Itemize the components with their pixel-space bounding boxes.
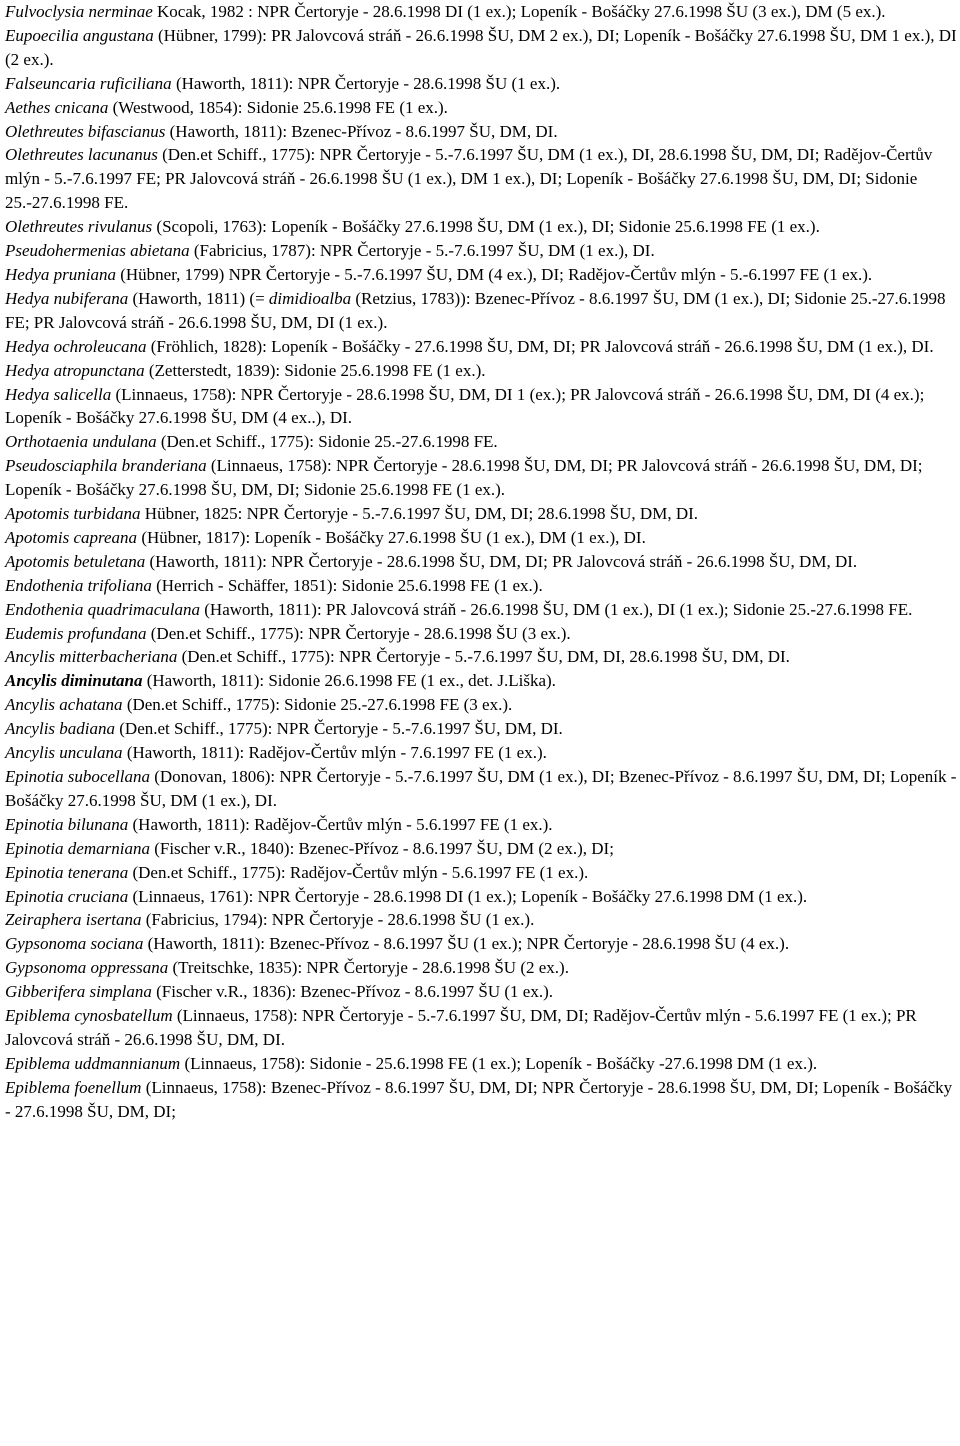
species-record: (Fischer v.R., 1836): Bzenec-Přívoz - 8.6.1997 ŠU (1 ex.). bbox=[151, 982, 554, 1002]
species-record: (Haworth, 1811): Bzenec-Přívoz - 8.6.1997 ŠU (1 ex.); NPR Čertoryje - 28.6.1998 ŠU (4 ex.). bbox=[143, 934, 790, 954]
species-record: (Scopoli, 1763): Lopeník - Bošáčky 27.6.1998 ŠU, DM (1 ex.), DI; Sidonie 25.6.1998 FE (1 ex.). bbox=[152, 217, 820, 237]
species-entry-fulvoclysia-nerminae bbox=[5, 0, 958, 24]
species-record: (Haworth, 1811): Bzenec-Přívoz - 8.6.1997 ŠU, DM, DI. bbox=[165, 121, 558, 141]
species-record: (Linnaeus, 1758): NPR Čertoryje - 28.6.1998 ŠU, DM, DI 1 (ex.); PR Jalovcová stráň - 26.6.1998 ŠU, DM, DI (4 ex.); Lopeník - Bošáčky 27.6.1998 ŠU, DM (4 ex..), DI. bbox=[5, 384, 925, 428]
species-entry-orthotaenia-undulana bbox=[5, 430, 958, 454]
species-entry-eupoecilia-angustana bbox=[5, 24, 958, 72]
species-entry-epiblema-cynosbatellum bbox=[5, 1004, 958, 1052]
species-name: Olethreutes lacunanus bbox=[5, 145, 158, 165]
species-name: Epinotia demarniana bbox=[5, 838, 150, 858]
species-entry-apotomis-betuletana bbox=[5, 550, 958, 574]
species-record: (Den.et Schiff., 1775): NPR Čertoryje - 5.-7.6.1997 ŠU, DM, DI. bbox=[115, 719, 563, 739]
species-entry-gypsonoma-oppressana bbox=[5, 956, 958, 980]
species-entry-epiblema-foenellum bbox=[5, 1076, 958, 1124]
species-record: (Herrich - Schäffer, 1851): Sidonie 25.6.1998 FE (1 ex.). bbox=[151, 575, 543, 595]
species-entry-ancylis-badiana bbox=[5, 717, 958, 741]
species-entry-hedya-nubiferana bbox=[5, 287, 958, 335]
species-name: Ancylis badiana bbox=[5, 719, 116, 739]
species-entry-epinotia-demarniana bbox=[5, 837, 958, 861]
species-entry-olethreutes-rivulanus bbox=[5, 215, 958, 239]
species-record: (Westwood, 1854): Sidonie 25.6.1998 FE (1 ex.). bbox=[108, 97, 448, 117]
species-entry-apotomis-capreana bbox=[5, 526, 958, 550]
species-name: Hedya nubiferana bbox=[5, 288, 129, 308]
species-entry-pseudosciaphila-branderiana bbox=[5, 454, 958, 502]
species-record: Hübner, 1825: NPR Čertoryje - 5.-7.6.1997 ŠU, DM, DI; 28.6.1998 ŠU, DM, DI. bbox=[140, 504, 699, 524]
species-record: (Linnaeus, 1758): NPR Čertoryje - 5.-7.6.1997 ŠU, DM, DI; Radějov-Čertův mlýn - 5.6.1997 FE (1 ex.); PR Jalovcová stráň - 26.6.1998 ŠU, DM, DI. bbox=[5, 1006, 917, 1049]
species-record: (Hübner, 1799): PR Jalovcová stráň - 26.6.1998 ŠU, DM 2 ex.), DI; Lopeník - Bošáčky 27.6.1998 ŠU, DM 1 ex.), DI (2 ex.). bbox=[5, 25, 957, 69]
species-record: (Haworth, 1811): Radějov-Čertův mlýn - 7.6.1997 FE (1 ex.). bbox=[122, 743, 547, 763]
species-record: (Haworth, 1811) (= bbox=[128, 288, 269, 308]
species-entry-apotomis-turbidana bbox=[5, 502, 958, 526]
species-name: Epinotia tenerana bbox=[5, 862, 129, 882]
species-entry-gypsonoma-sociana bbox=[5, 932, 958, 956]
species-name: Hedya atropunctana bbox=[5, 360, 145, 380]
species-name: Ancylis unculana bbox=[5, 743, 123, 763]
species-entry-ancylis-achatana bbox=[5, 693, 958, 717]
species-entry-hedya-ochroleucana bbox=[5, 335, 958, 359]
synonym-name: dimidioalba bbox=[268, 288, 352, 308]
species-name: Zeiraphera isertana bbox=[5, 910, 142, 930]
species-name: Hedya salicella bbox=[5, 384, 112, 404]
species-name: Epiblema cynosbatellum bbox=[5, 1006, 173, 1026]
species-record: (Den.et Schiff., 1775): Sidonie 25.-27.6.1998 FE. bbox=[156, 432, 498, 452]
species-record: (Fabricius, 1794): NPR Čertoryje - 28.6.1998 ŠU (1 ex.). bbox=[141, 910, 535, 930]
species-record: (Retzius, 1783)): Bzenec-Přívoz - 8.6.1997 ŠU, DM (1 ex.), DI; Sidonie 25.-27.6.1998 FE; PR Jalovcová stráň - 26.6.1998 ŠU, DM, DI (1 ex.). bbox=[5, 288, 946, 332]
species-name: Epinotia cruciana bbox=[5, 886, 129, 906]
species-record: (Haworth, 1811): Sidonie 26.6.1998 FE (1 ex., det. J.Liška). bbox=[142, 671, 556, 691]
species-name: Epinotia bilunana bbox=[5, 814, 129, 834]
species-name: Eupoecilia angustana bbox=[5, 25, 154, 45]
species-entry-aethes-cnicana bbox=[5, 96, 958, 120]
species-entry-eudemis-profundana bbox=[5, 622, 958, 646]
species-name: Hedya pruniana bbox=[5, 264, 116, 284]
species-name: Apotomis turbidana bbox=[5, 504, 141, 524]
species-name: Hedya ochroleucana bbox=[5, 336, 147, 356]
species-record: (Haworth, 1811): NPR Čertoryje - 28.6.1998 ŠU (1 ex.). bbox=[171, 73, 561, 93]
species-entry-ancylis-mitterbacheriana bbox=[5, 645, 958, 669]
species-name: Olethreutes rivulanus bbox=[5, 217, 153, 237]
species-record: (Den.et Schiff., 1775): NPR Čertoryje - 28.6.1998 ŠU (3 ex.). bbox=[146, 623, 571, 643]
species-entry-epinotia-subocellana bbox=[5, 765, 958, 813]
species-entry-ancylis-diminutana bbox=[5, 669, 958, 693]
species-name: Apotomis betuletana bbox=[5, 551, 146, 571]
species-record: (Den.et Schiff., 1775): Radějov-Čertův mlýn - 5.6.1997 FE (1 ex.). bbox=[128, 862, 589, 882]
species-record: (Donovan, 1806): NPR Čertoryje - 5.-7.6.1997 ŠU, DM (1 ex.), DI; Bzenec-Přívoz - 8.6.1997 ŠU, DM, DI; Lopeník - Bošáčky 27.6.1998 ŠU, DM (1 ex.), DI. bbox=[5, 767, 957, 810]
species-record: (Linnaeus, 1758): Bzenec-Přívoz - 8.6.1997 ŠU, DM, DI; NPR Čertoryje - 28.6.1998 ŠU, DM, DI; Lopeník - Bošáčky - 27.6.1998 ŠU, DM, DI; bbox=[5, 1077, 953, 1121]
species-record: (Den.et Schiff., 1775): NPR Čertoryje - 5.-7.6.1997 ŠU, DM, DI, 28.6.1998 ŠU, DM, DI. bbox=[177, 647, 790, 667]
species-entry-endothenia-trifoliana bbox=[5, 574, 958, 598]
species-record: (Den.et Schiff., 1775): Sidonie 25.-27.6.1998 FE (3 ex.). bbox=[122, 695, 513, 715]
species-record: (Haworth, 1811): PR Jalovcová stráň - 26.6.1998 ŠU, DM (1 ex.), DI (1 ex.); Sidonie 25.-27.6.1998 FE. bbox=[200, 599, 913, 619]
species-name: Pseudohermenias abietana bbox=[5, 241, 190, 261]
species-name: Ancylis achatana bbox=[5, 695, 123, 715]
species-record: (Fabricius, 1787): NPR Čertoryje - 5.-7.6.1997 ŠU, DM (1 ex.), DI. bbox=[189, 241, 655, 261]
species-record: (Hübner, 1817): Lopeník - Bošáčky 27.6.1998 ŠU (1 ex.), DM (1 ex.), DI. bbox=[137, 527, 646, 547]
species-entry-ancylis-unculana bbox=[5, 741, 958, 765]
species-name: Fulvoclysia nerminae bbox=[5, 2, 153, 21]
species-name: Pseudosciaphila branderiana bbox=[5, 456, 207, 476]
species-record: (Linnaeus, 1758): Sidonie - 25.6.1998 FE (1 ex.); Lopeník - Bošáčky -27.6.1998 DM (1 ex.). bbox=[180, 1053, 818, 1073]
species-entry-epinotia-tenerana bbox=[5, 861, 958, 885]
species-entry-hedya-atropunctana bbox=[5, 359, 958, 383]
species-entry-zeiraphera-isertana bbox=[5, 908, 958, 932]
species-name: Gibberifera simplana bbox=[5, 982, 152, 1002]
species-entry-epiblema-uddmannianum bbox=[5, 1052, 958, 1076]
species-name: Aethes cnicana bbox=[5, 97, 109, 117]
species-name: Endothenia trifoliana bbox=[5, 575, 152, 595]
species-name: Ancylis diminutana bbox=[5, 671, 143, 691]
species-name: Falseuncaria ruficiliana bbox=[5, 73, 172, 93]
species-record: (Haworth, 1811): Radějov-Čertův mlýn - 5.6.1997 FE (1 ex.). bbox=[128, 814, 553, 834]
species-name: Apotomis capreana bbox=[5, 527, 138, 547]
species-name: Eudemis profundana bbox=[5, 623, 147, 643]
species-entry-epinotia-cruciana bbox=[5, 885, 958, 909]
species-name: Ancylis mitterbacheriana bbox=[5, 647, 178, 667]
species-record: (Linnaeus, 1761): NPR Čertoryje - 28.6.1998 DI (1 ex.); Lopeník - Bošáčky 27.6.1998 DM (1 ex.). bbox=[128, 886, 808, 906]
species-name: Endothenia quadrimaculana bbox=[5, 599, 201, 619]
species-record: (Haworth, 1811): NPR Čertoryje - 28.6.1998 ŠU, DM, DI; PR Jalovcová stráň - 26.6.1998 ŠU, DM, DI. bbox=[145, 551, 858, 571]
species-record: (Fröhlich, 1828): Lopeník - Bošáčky - 27.6.1998 ŠU, DM, DI; PR Jalovcová stráň - 26.6.1998 ŠU, DM (1 ex.), DI. bbox=[146, 336, 934, 356]
species-entry-epinotia-bilunana bbox=[5, 813, 958, 837]
species-entry-olethreutes-bifascianus bbox=[5, 120, 958, 144]
species-record: (Fischer v.R., 1840): Bzenec-Přívoz - 8.6.1997 ŠU, DM (2 ex.), DI; bbox=[149, 838, 614, 858]
species-name: Gypsonoma oppressana bbox=[5, 958, 169, 978]
species-record: (Den.et Schiff., 1775): NPR Čertoryje - 5.-7.6.1997 ŠU, DM (1 ex.), DI, 28.6.1998 ŠU, DM, DI; Radějov-Čertův mlýn - 5.-7.6.1997 FE; PR Jalovcová stráň - 26.6.1998 ŠU (1 ex.), DM 1 ex.), DI; Lopeník - Bošáčky 27.6.1998 ŠU, DM, DI; Sidonie 25.-27.6.1998 FE. bbox=[5, 145, 933, 213]
species-record: Kocak, 1982 : NPR Čertoryje - 28.6.1998 DI (1 ex.); Lopeník - Bošáčky 27.6.1998 ŠU (3 ex.), DM (5 ex.). bbox=[152, 2, 886, 21]
species-record: (Linnaeus, 1758): NPR Čertoryje - 28.6.1998 ŠU, DM, DI; PR Jalovcová stráň - 26.6.1998 ŠU, DM, DI; Lopeník - Bošáčky 27.6.1998 ŠU, DM, DI; Sidonie 25.6.1998 FE (1 ex.). bbox=[5, 456, 923, 500]
species-name: Orthotaenia undulana bbox=[5, 432, 157, 452]
species-name: Epiblema uddmannianum bbox=[5, 1053, 181, 1073]
species-entry-endothenia-quadrimaculana bbox=[5, 598, 958, 622]
species-name: Epinotia subocellana bbox=[5, 767, 150, 786]
species-entry-falseuncaria-ruficiliana bbox=[5, 72, 958, 96]
species-name: Epiblema foenellum bbox=[5, 1077, 142, 1097]
species-entry-olethreutes-lacunanus bbox=[5, 143, 958, 215]
species-entry-hedya-pruniana bbox=[5, 263, 958, 287]
species-entry-gibberifera-simplana bbox=[5, 980, 958, 1004]
species-name: Gypsonoma sociana bbox=[5, 934, 144, 954]
species-record: (Treitschke, 1835): NPR Čertoryje - 28.6.1998 ŠU (2 ex.). bbox=[168, 958, 569, 978]
species-entry-pseudohermenias-abietana bbox=[5, 239, 958, 263]
species-record: (Hübner, 1799) NPR Čertoryje - 5.-7.6.1997 ŠU, DM (4 ex.), DI; Radějov-Čertův mlýn - 5.-6.1997 FE (1 ex.). bbox=[115, 264, 873, 284]
species-entry-hedya-salicella bbox=[5, 383, 958, 431]
species-record: (Zetterstedt, 1839): Sidonie 25.6.1998 FE (1 ex.). bbox=[144, 360, 486, 380]
species-name: Olethreutes bifascianus bbox=[5, 121, 166, 141]
